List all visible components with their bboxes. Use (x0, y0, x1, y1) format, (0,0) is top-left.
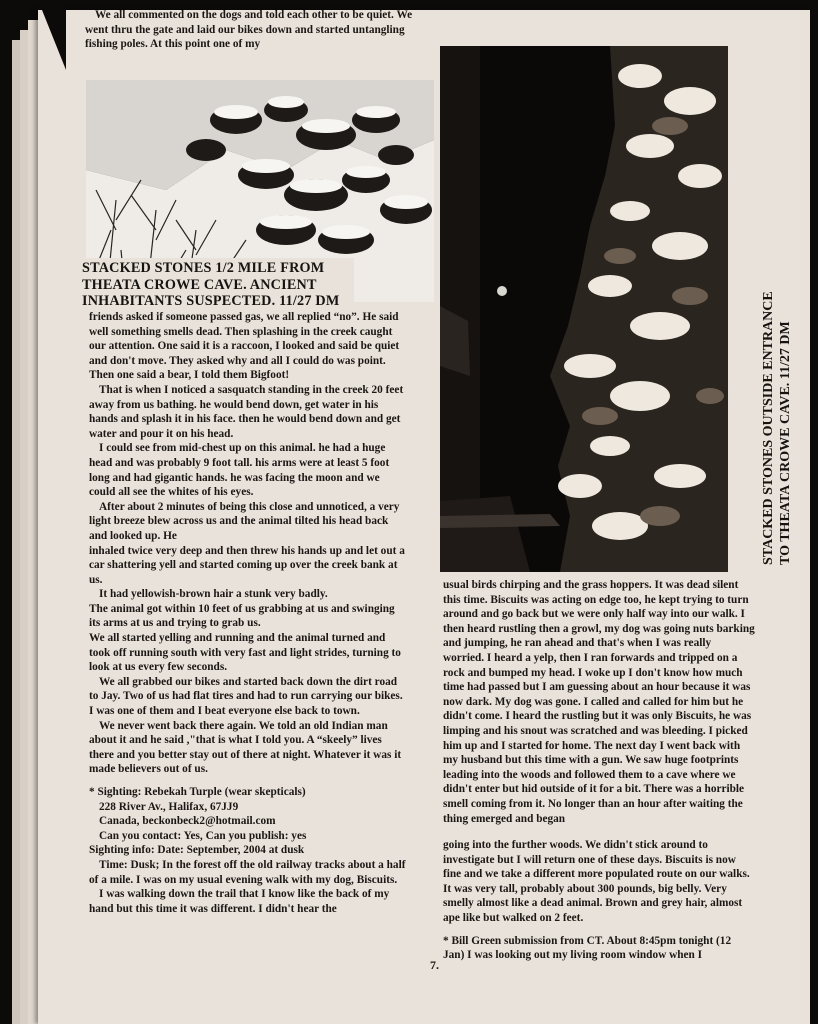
night-stones-image (440, 46, 728, 572)
sighting-line: Sighting info: Date: September, 2004 at dusk (89, 844, 305, 857)
cave-entrance-photo (440, 46, 728, 572)
paragraph: After about 2 minutes of being this close and unnoticed, a very light breeze blew across us and the animal tilted his head back and looked up. He (89, 500, 400, 542)
sighting-line: Time: Dusk; In the forest off the old railway tracks about a half of a mile. I was on my usual evening walk with my dog, Biscuits. (89, 858, 406, 886)
paragraph: We never went back there again. We told an old Indian man about it and he said ,"that is what I told you. A “skeely” lives there and you better stay out of there at night. Whatever it was it made believers out of us. (89, 719, 402, 776)
paragraph: inhaled twice very deep and then threw his hands up and let out a car shattering yell and started coming up over the creek bank at us. (89, 544, 405, 586)
paragraph: That is when I noticed a sasquatch standing in the creek 20 feet away from us bathing. he would bend down, get water in his hands and splash it in his face. then he would bend down and get water and pour it on his head. (89, 383, 404, 440)
right-column-lower (443, 838, 755, 963)
sighting-line: I was walking down the trail that I know like the back of my hand but this time it was different. I didn't hear the (89, 888, 390, 915)
left-column (89, 310, 407, 916)
right-column (443, 578, 755, 826)
folded-corner (38, 0, 66, 70)
sighting-line: * Sighting: Rebekah Turple (wear skepticals) (89, 786, 306, 798)
paragraph: It had yellowish-brown hair a stunk very badly. (99, 588, 328, 601)
paragraph: I could see from mid-chest up on this animal. he had a huge head and was probably 9 foot tall. his arms were at least 5 foot long and had gigantic hands. he was facing the moon and we could all see the whites of his eyes. (89, 442, 390, 499)
paragraph: * Bill Green submission from CT. About 8:45pm tonight (12 Jan) I was looking out my living room window when I (443, 934, 732, 962)
sighting-line: Can you contact: Yes, Can you publish: yes (99, 829, 307, 842)
sighting-line: Canada, beckonbeck2@hotmail.com (99, 815, 276, 828)
paragraph: going into the further woods. We didn't stick around to investigate but I will return one of these days. Biscuits is now fine and we take a different more populated route on our walks. It was very tall, probably about 300 pounds, big belly. Very smelly almost like a dead animal. Brown and grey hair, almost ape like but walked on 2 feet. (443, 839, 750, 924)
top-paragraph: We all commented on the dogs and told each other to be quiet. We went thru the gate and laid our bikes down and started untangling fishing poles. At this point one of my (85, 9, 413, 51)
paragraph: friends asked if someone passed gas, we all replied “no”. He said well something smells dead. Then splashing in the creek caught our attention. One said it is a raccoon, I looked and said be quiet and don't move. They asked why and all I could do was point. Then one said a bear, I told them Bigfoot! (89, 311, 400, 382)
photo2-caption: STACKED STONES OUTSIDE ENTRANCE TO THEATA CROWE CAVE. 11/27 DM (761, 291, 793, 565)
paragraph: The animal got within 10 feet of us grabbing at us and swinging its arms at us and trying to grab us. (89, 602, 395, 630)
sighting-line: 228 River Av., Halifax, 67JJ9 (99, 800, 239, 813)
page-number: 7. (430, 958, 439, 972)
paragraph: We all grabbed our bikes and started back down the dirt road to Jay. Two of us had flat tires and had to run carrying our bikes. I was one of them and I beat everyone else back to town. (89, 675, 403, 718)
photo1-caption: STACKED STONES 1/2 MILE FROM THEATA CROWE CAVE. ANCIENT INHABITANTS SUSPECTED. 11/27 DM (80, 258, 354, 312)
paragraph: We all started yelling and running and the animal turned and took off running south with very fast and light strides, turning to look at us every few seconds. (89, 632, 401, 674)
paragraph: usual birds chirping and the grass hoppers. It was dead silent this time. Biscuits was acting on edge too, he kept trying to turn around and go back but we were only half way into our walk. I then heard rustling then a growl, my dog was going nuts barking and jumping, he ran ahead and that's when I was really worried. I heard a yelp, then I ran forwards and tripped on a rock and bumped my head. I woke up I don't know how much time had passed but I am guessing about an hour because it was now dark. My dog was gone. I called and called for him but he didn't come. I heard the rustling but it was only Biscuits, he was limping and his snout was scratched and was bleeding. I picked him up and I started for home. The next day I went back with my husband but this time with a gun. We saw huge footprints leading into the woods and followed them to a cave where we didn't enter but hid outside of it for a bit. There was a horrible smell coming from it. No longer than an hour after waiting the thing emerged and began (443, 579, 755, 825)
